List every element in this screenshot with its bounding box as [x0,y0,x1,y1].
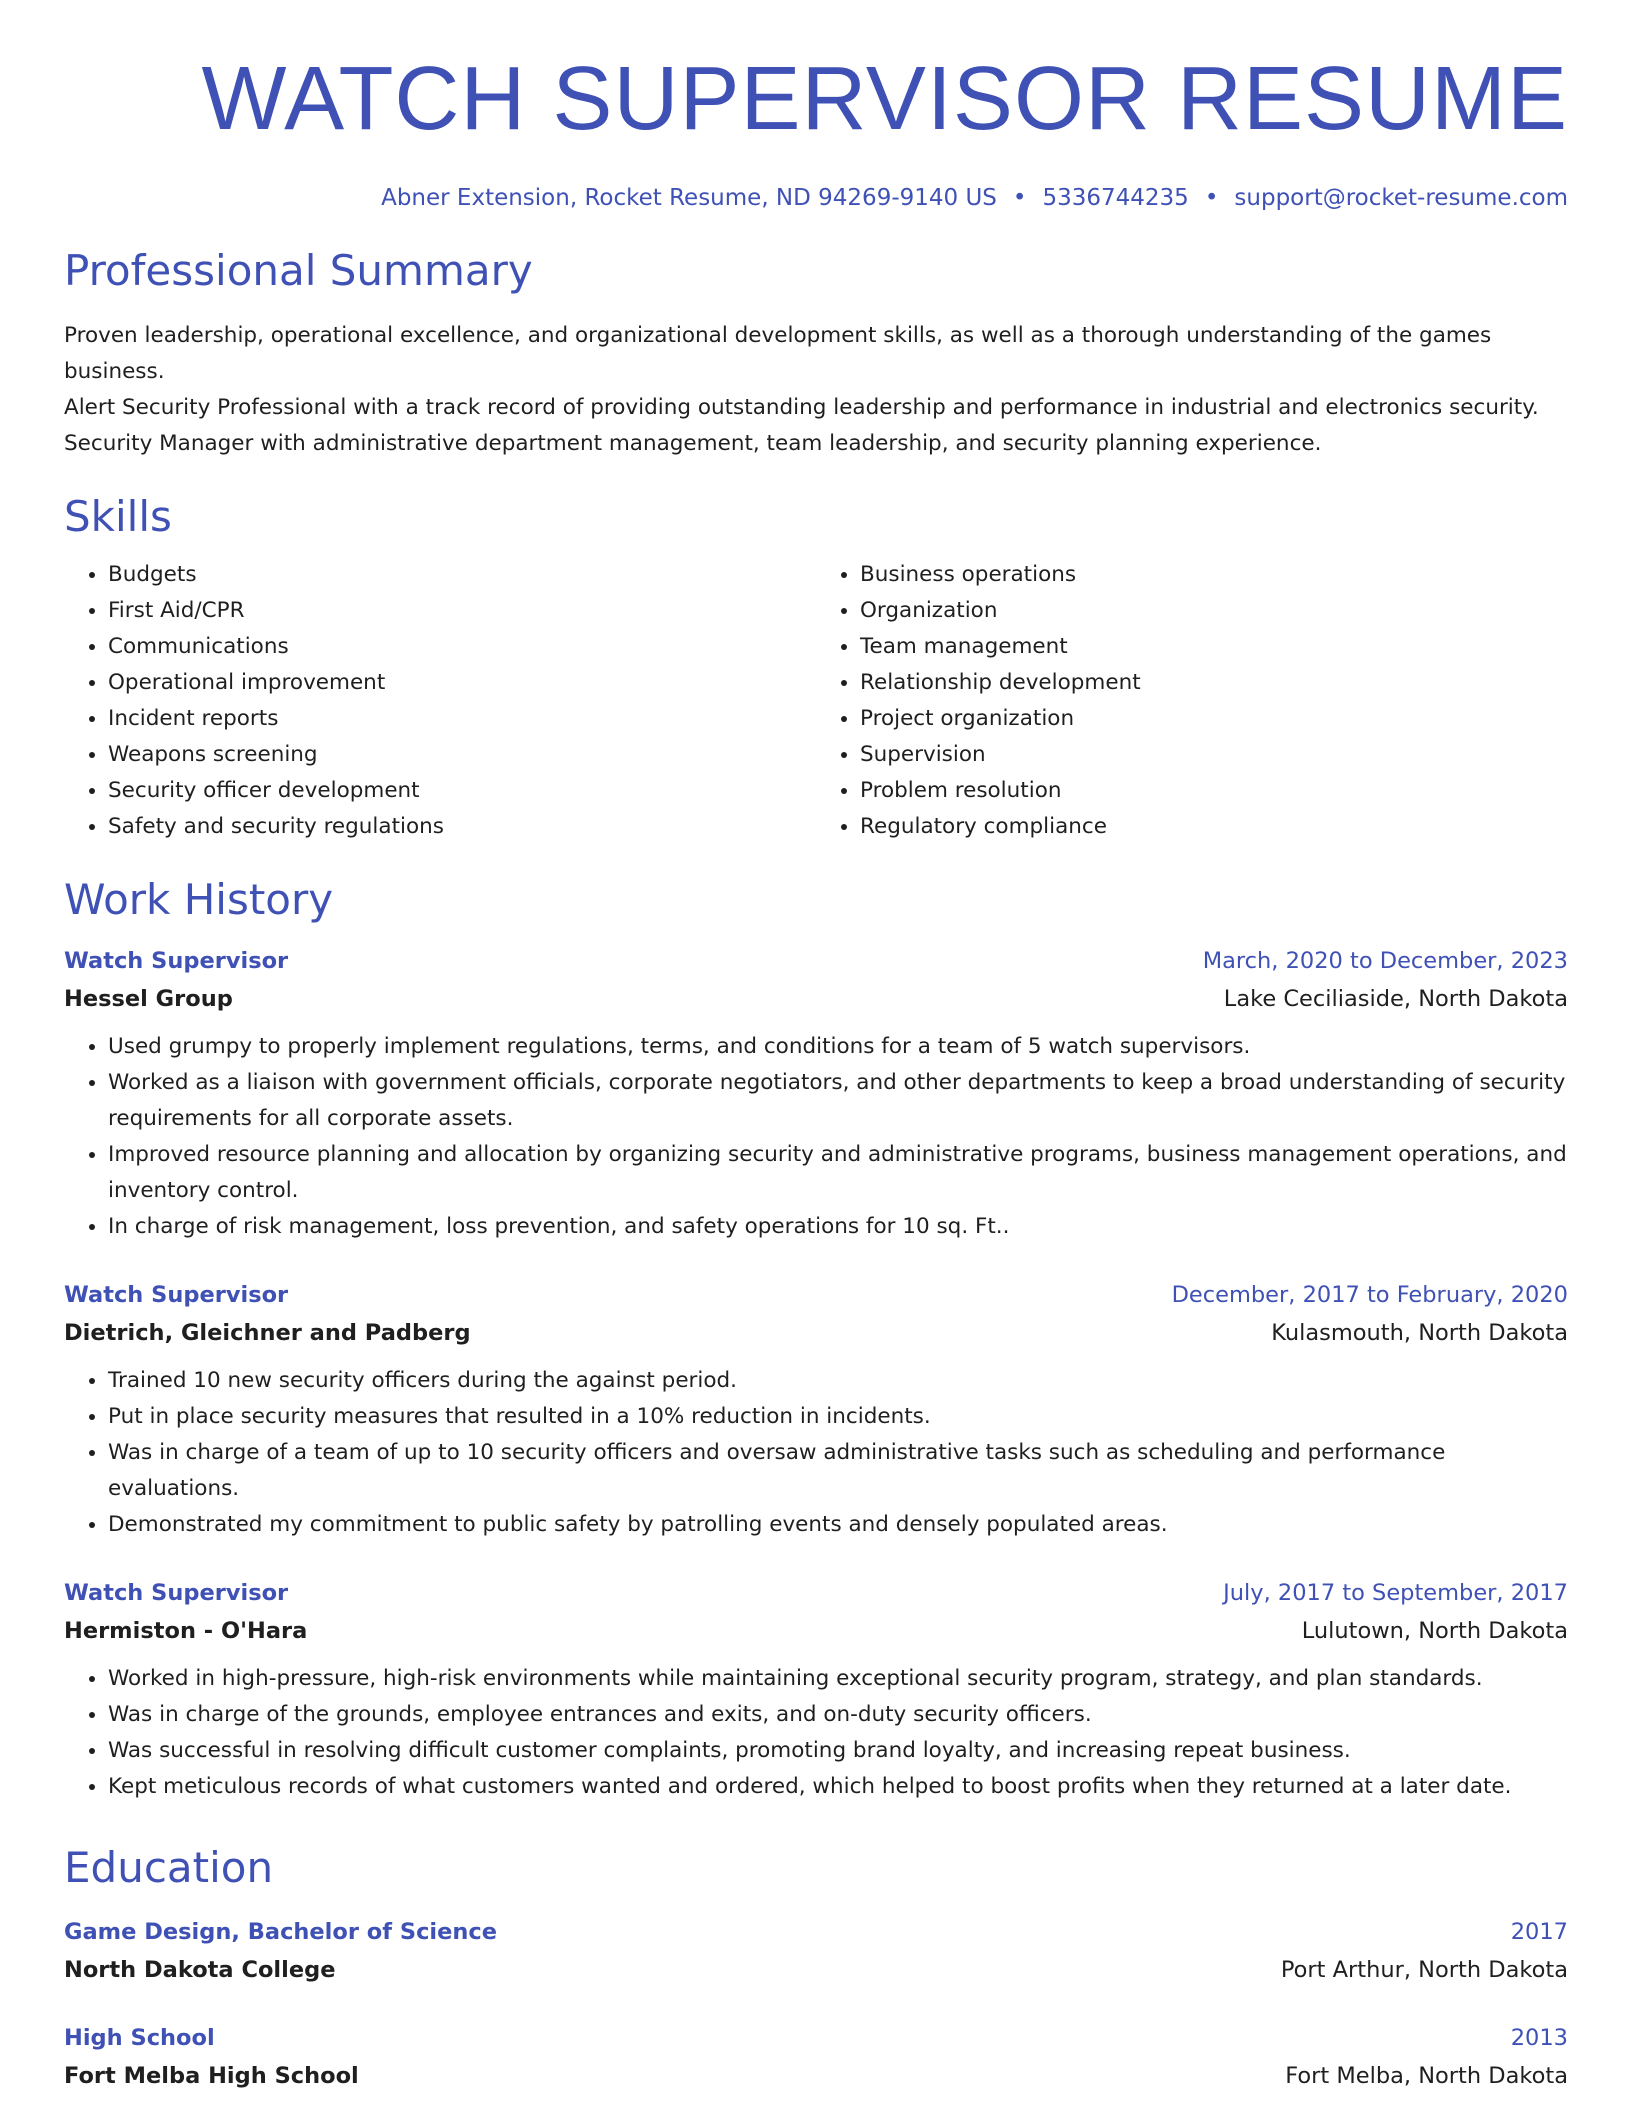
contact-phone: 5336744235 [1042,185,1189,211]
skills-grid [64,557,1568,845]
job-dates: December, 2017 to February, 2020 [1171,1282,1568,1309]
skill-item: • Organization [860,593,1568,629]
education-entry [64,2020,1568,2096]
education-location: Fort Melba, North Dakota [1285,2062,1568,2089]
job-bullets [64,1029,1568,1245]
work-history-heading: Work History [64,874,334,924]
job-bullet: • Kept meticulous records of what customers wanted and ordered, which helped to boost profits when they returned at a later date. [108,1769,1568,1805]
job-bullet: • Was successful in resolving difficult customer complaints, promoting brand loyalty, and increasing repeat business. [108,1733,1568,1769]
job-bullet: • In charge of risk management, loss prevention, and safety operations for 10 sq. Ft.. [108,1209,1568,1245]
education-degree-row [64,2020,1568,2056]
job-dates: July, 2017 to September, 2017 [1223,1580,1568,1607]
education-degree: High School [64,2024,215,2051]
education-school-row [64,2056,1568,2096]
job-location: Kulasmouth, North Dakota [1271,1320,1568,1347]
skill-item: • Budgets [108,557,816,593]
job-bullet: • Was in charge of a team of up to 10 security officers and oversaw administrative tasks such as scheduling and performance evaluations. [108,1435,1568,1507]
job-company: Hermiston - O'Hara [64,1618,308,1645]
skills-section [64,492,1568,844]
skill-item: • Team management [860,629,1568,665]
education-school-row [64,1950,1568,1990]
summary-line: Security Manager with administrative department management, team leadership, and security planning experience. [64,431,1322,457]
job-title: Watch Supervisor [64,1282,289,1309]
job-bullet: • Was in charge of the grounds, employee entrances and exits, and on-duty security officers. [108,1697,1568,1733]
work-history-section [64,875,1568,1805]
skill-item: • Supervision [860,737,1568,773]
contact-address: Abner Extension, Rocket Resume, ND 94269-9140 US [381,185,997,211]
job-entry [64,1575,1568,1805]
job-entry [64,1277,1568,1543]
contact-email[interactable]: support@rocket-resume.com [1234,185,1568,211]
job-title-row [64,1277,1568,1313]
resume-title: WATCH SUPERVISOR RESUME [201,49,1568,149]
education-entry [64,1914,1568,1990]
job-bullet: • Demonstrated my commitment to public safety by patrolling events and densely populated areas. [108,1507,1568,1543]
job-title: Watch Supervisor [64,1580,289,1607]
job-bullets [64,1661,1568,1805]
education-section [64,1843,1568,2095]
job-bullet: • Improved resource planning and allocation by organizing security and administrative programs, business management operations, and inventory control. [108,1137,1568,1209]
job-bullet: • Worked as a liaison with government officials, corporate negotiators, and other departments to keep a broad understanding of security requirements for all corporate assets. [108,1065,1568,1137]
education-school: North Dakota College [64,1956,336,1983]
summary-section [64,246,1568,462]
job-location: Lulutown, North Dakota [1301,1618,1568,1645]
skill-item: • Problem resolution [860,773,1568,809]
contact-separator: • [1204,185,1219,211]
job-title-row [64,1575,1568,1611]
education-school: Fort Melba High School [64,2062,359,2089]
job-title: Watch Supervisor [64,948,289,975]
job-bullets [64,1363,1568,1543]
summary-text [64,318,1568,462]
job-company: Dietrich, Gleichner and Padberg [64,1320,471,1347]
skills-left-column [64,557,816,845]
skills-right-column [816,557,1568,845]
skill-item: • Business operations [860,557,1568,593]
job-bullet: • Worked in high-pressure, high-risk environments while maintaining exceptional security program, strategy, and plan standards. [108,1661,1568,1697]
skill-item: • Security officer development [108,773,816,809]
skill-item: • Communications [108,629,816,665]
job-title-row [64,943,1568,979]
education-location: Port Arthur, North Dakota [1280,1956,1568,1983]
education-degree: Game Design, Bachelor of Science [64,1918,497,1945]
skill-item: • Weapons screening [108,737,816,773]
job-bullet: • Trained 10 new security officers during the against period. [108,1363,1568,1399]
education-year: 2013 [1510,2024,1568,2051]
skill-item: • Safety and security regulations [108,809,816,845]
skill-item: • Project organization [860,701,1568,737]
skill-item: • First Aid/CPR [108,593,816,629]
contact-separator: • [1012,185,1027,211]
education-heading: Education [64,1843,274,1893]
education-year: 2017 [1510,1918,1568,1945]
resume-header [64,50,1568,213]
skill-item: • Relationship development [860,665,1568,701]
job-company-row [64,1611,1568,1651]
skill-item: • Operational improvement [108,665,816,701]
summary-line: Proven leadership, operational excellence, and organizational development skills, as well as a thorough understanding of the games business. [64,323,1492,385]
job-company-row [64,979,1568,1019]
summary-heading: Professional Summary [64,246,533,295]
skills-heading: Skills [64,492,172,542]
skill-item: • Incident reports [108,701,816,737]
job-company: Hessel Group [64,986,233,1013]
skill-item: • Regulatory compliance [860,809,1568,845]
contact-line [64,183,1568,213]
summary-line: Alert Security Professional with a track record of providing outstanding leadership and performance in industrial and electronics security. [64,395,1539,421]
job-bullet: • Used grumpy to properly implement regulations, terms, and conditions for a team of 5 watch supervisors. [108,1029,1568,1065]
education-degree-row [64,1914,1568,1950]
job-company-row [64,1313,1568,1353]
job-location: Lake Ceciliaside, North Dakota [1223,986,1568,1013]
job-bullet: • Put in place security measures that resulted in a 10% reduction in incidents. [108,1399,1568,1435]
job-dates: March, 2020 to December, 2023 [1202,948,1568,975]
job-entry [64,943,1568,1245]
